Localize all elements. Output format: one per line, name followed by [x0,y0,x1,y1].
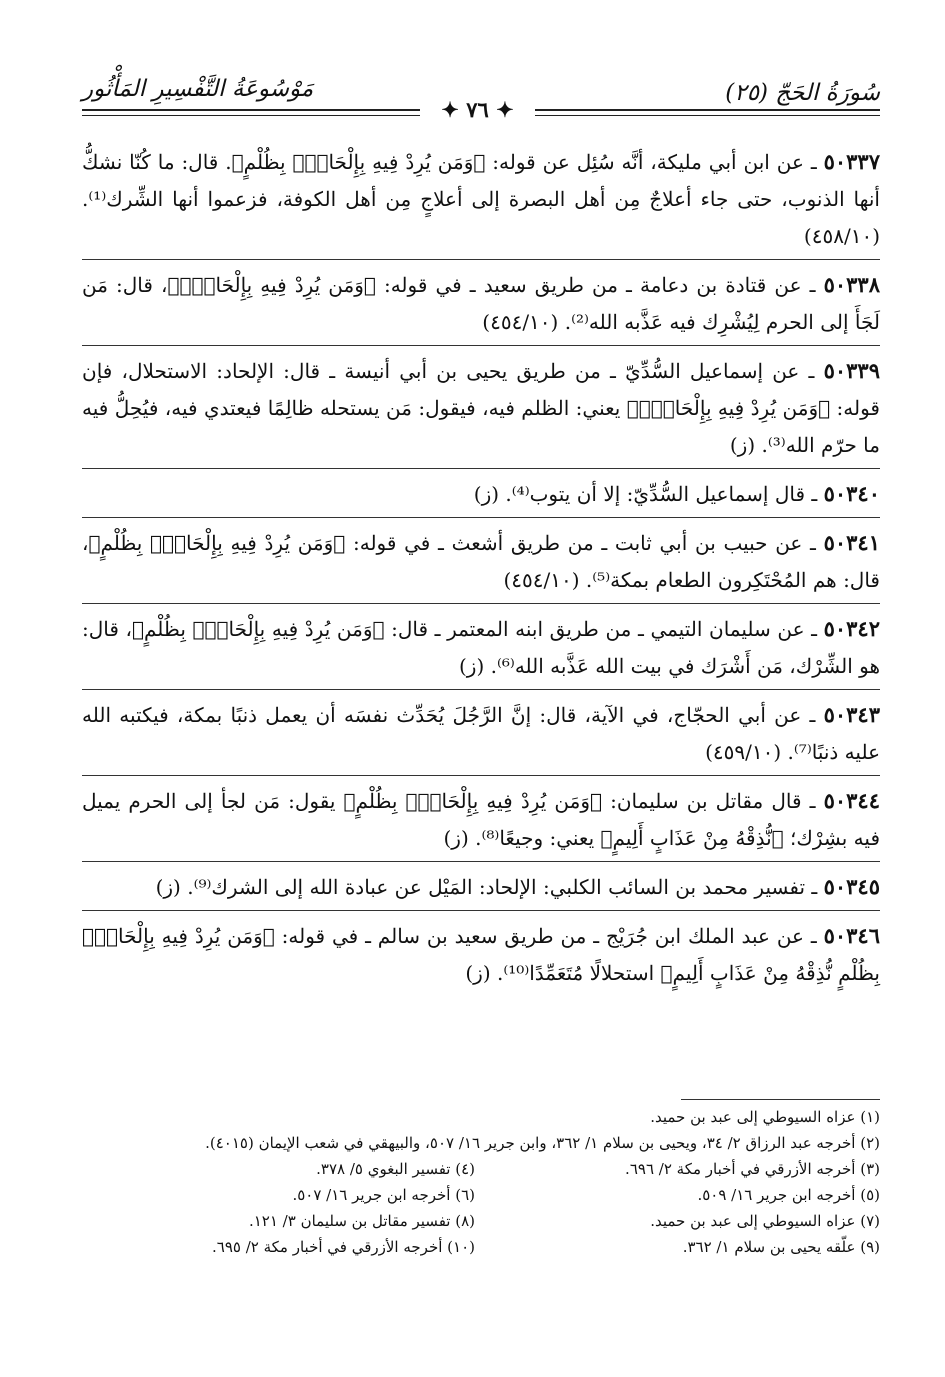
entry [82,524,880,604]
entry-number: ٥٠٣٤٣ [823,702,880,727]
footnote: (٩) علّقه يحيى بن سلام ١/ ٣٦٢. [682,1238,880,1256]
entry-number: ٥٠٣٤٥ [823,874,880,899]
entry-text: ـ قال مقاتل بن سليمان: ﴿وَمَن يُرِدْ فِيهِ بِإِلْحَادِۭ بِظُلْمٍ﴾ يقول: مَن لجأ إلى الحرم يميل فيه بشِرْك؛ ﴿نُّذِقْهُ مِنْ عَذَابٍ أَلِيمٍ﴾ يعني: وجيعًا⁽⁸⁾. (ز) [82,789,880,850]
entry-text: ـ تفسير محمد بن السائب الكلبي: الإلحاد: المَيْل عن عبادة الله إلى الشرك⁽⁹⁾. (ز) [155,875,824,899]
entry-number: ٥٠٣٤٢ [823,616,880,641]
footnote: (٧) عزاه السيوطي إلى عبد بن حميد. [650,1212,880,1230]
ornament-icon: ✦ [488,97,514,122]
footnote-grid [82,1156,880,1260]
page-number [420,94,535,128]
entry-text: ـ عن عبد الملك ابن جُرَيْج ـ من طريق سعيد بن سالم ـ في قوله: ﴿وَمَن يُرِدْ فِيهِ بِإِلْحَادِۭ بِظُلْمٍ نُّذِقْهُ مِنْ عَذَابٍ أَلِيمٍ﴾ استحلالًا مُتَعَمِّدًا⁽¹⁰⁾. (ز) [82,924,880,985]
footnote: (٨) تفسير مقاتل بن سليمان ٣/ ١٢١. [248,1212,475,1230]
entry [82,696,880,776]
entry [82,782,880,862]
entry [82,475,880,518]
entry-number: ٥٠٣٤٠ [823,481,880,506]
encyclopedia-title: مَوْسُوعَةُ التَّفْسِيرِ المَأْثُور [82,76,314,102]
footnote: (٥) أخرجه ابن جرير ١٦/ ٥٠٩. [697,1186,880,1204]
entry-text: ـ عن ابن أبي مليكة، أنَّه سُئِل عن قوله: ﴿وَمَن يُرِدْ فِيهِ بِإِلْحَادِۭ بِظُلْمٍ﴾. قال: ما كُنّا نشكُّ أنها الذنوب، حتى جاء أعلاجٌ مِن أهل البصرة إلى أعلاجٍ مِن أهل الكوفة، فزعموا أنها الشِّرك⁽¹⁾. (٤٥٨/١٠) [82,150,880,248]
entry-number: ٥٠٣٤٤ [823,788,880,813]
entry-number: ٥٠٣٣٨ [823,272,880,297]
entry-number: ٥٠٣٣٩ [823,358,880,383]
footnote: (٣) أخرجه الأزرقي في أخبار مكة ٢/ ٦٩٦. [625,1160,880,1178]
entry-text: ـ عن قتادة بن دعامة ـ من طريق سعيد ـ في قوله: ﴿وَمَن يُرِدْ فِيهِ بِإِلْحَادِۭ﴾، قال: مَن لَجَأَ إلى الحرم لِيُشْرِك فيه عَذَّبه الله⁽²⁾. (٤٥٤/١٠) [82,273,880,334]
entry-text: ـ عن سليمان التيمي ـ من طريق ابنه المعتمر ـ قال: ﴿وَمَن يُرِدْ فِيهِ بِإِلْحَادِۭ بِظُلْمٍ﴾، قال: هو الشِّرْك، مَن أَشْرَك في بيت الله عَذَّبه الله⁽⁶⁾. (ز) [82,617,880,678]
entry [82,143,880,260]
surah-title: سُورَةُ الحَجّ (٢٥) [725,80,880,106]
entry [82,917,880,996]
entry-text: ـ عن أبي الحجّاج، في الآية، قال: إنَّ الرَّجُلَ يُحَدِّث نفسَه أن يعمل ذنبًا بمكة، فيكتبه الله عليه ذنبًا⁽⁷⁾. (٤٥٩/١٠) [82,703,880,764]
entry [82,352,880,469]
entry-number: ٥٠٣٤١ [823,530,880,555]
page-number-value: ٧٦ [466,97,489,122]
ornament-icon: ✦ [441,97,467,122]
entry-text: ـ قال إسماعيل السُّدِّيّ: إلا أن يتوب⁽⁴⁾. (ز) [473,482,824,506]
entry-text: ـ عن إسماعيل السُّدِّيّ ـ من طريق يحيى بن أبي أنيسة ـ قال: الإلحاد: الاستحلال، فإن قوله: ﴿وَمَن يُرِدْ فِيهِ بِإِلْحَادِۭ﴾ يعني: الظلم فيه، فيقول: مَن يستحله ظالِمًا فيعتدي فيه، فيُحِلُّ فيه ما حرّم الله⁽³⁾. (ز) [82,359,880,457]
entry-number: ٥٠٣٤٦ [823,923,880,948]
entry [82,610,880,690]
footnote-rule [681,1099,880,1100]
footnote: (٢) أخرجه عبد الرزاق ٢/ ٣٤، ويحيى بن سلام ١/ ٣٦٢، وابن جرير ١٦/ ٥٠٧، والبيهقي في شعب الإيمان (٤٠١٥). [205,1134,880,1152]
entry [82,266,880,346]
footnote: (٤) تفسير البغوي ٥/ ٣٧٨. [316,1160,475,1178]
entry [82,868,880,911]
entry-text: ـ عن حبيب بن أبي ثابت ـ من طريق أشعث ـ في قوله: ﴿وَمَن يُرِدْ فِيهِ بِإِلْحَادِۭ بِظُلْمٍ﴾، قال: هم المُحْتَكِرون الطعام بمكة⁽⁵⁾. (٤٥٤/١٠) [82,531,880,592]
footnotes [82,1104,880,1260]
footnote: (١) عزاه السيوطي إلى عبد بن حميد. [650,1108,880,1126]
main-text [82,143,880,1002]
footnote: (٦) أخرجه ابن جرير ١٦/ ٥٠٧. [292,1186,475,1204]
footnote: (١٠) أخرجه الأزرقي في أخبار مكة ٢/ ٦٩٥. [211,1238,475,1256]
entry-number: ٥٠٣٣٧ [823,149,880,174]
